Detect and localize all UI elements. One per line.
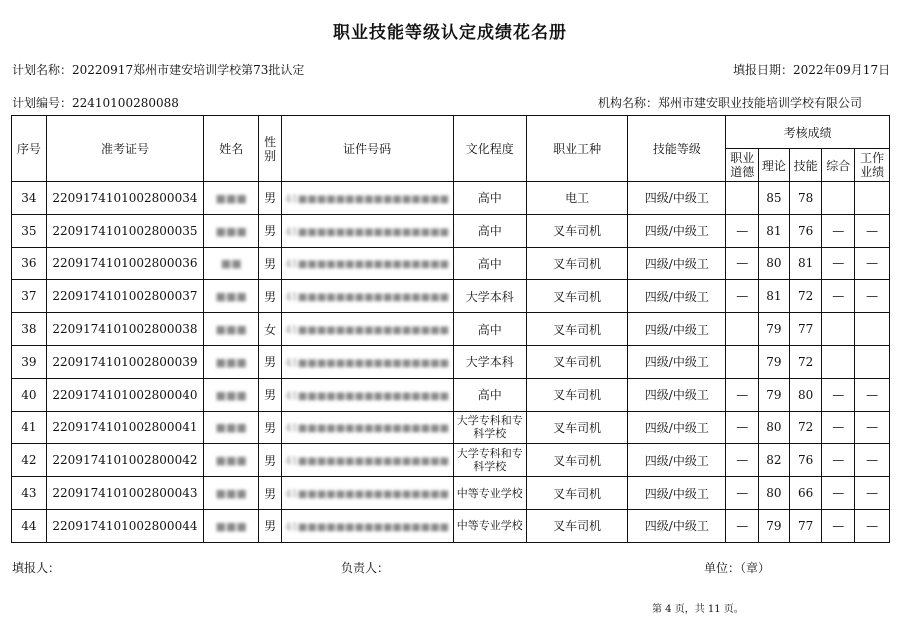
cell-education: 大学专科和专科学校 xyxy=(453,411,527,444)
cell-overall: — xyxy=(822,214,855,247)
cell-name xyxy=(204,378,259,411)
header-id-no: 证件号码 xyxy=(281,116,453,182)
cell-id-no-redacted: 41■■■■■■■■■■■■■■■■ xyxy=(285,489,450,501)
cell-gender: 女 xyxy=(259,313,281,346)
cell-exam-no: 2209174101002800044 xyxy=(46,509,203,542)
cell-performance: — xyxy=(855,378,890,411)
header-occupation: 职业工种 xyxy=(527,116,628,182)
cell-name-redacted: ■■■ xyxy=(215,487,247,501)
header-gender: 性别 xyxy=(259,116,281,182)
footer-responsible: 负责人： xyxy=(341,561,390,575)
cell-id-no xyxy=(281,378,453,411)
cell-id-no-redacted: 41■■■■■■■■■■■■■■■■ xyxy=(285,325,450,337)
cell-ethics: — xyxy=(726,444,759,477)
cell-id-no xyxy=(281,280,453,313)
cell-skill-level: 四级/中级工 xyxy=(628,313,726,346)
plan-name: 计划名称：20220917郑州市建安培训学校第73批认定 xyxy=(12,63,305,77)
cell-gender: 男 xyxy=(259,182,281,215)
header-scores: 考核成绩 xyxy=(726,116,890,149)
cell-education: 高中 xyxy=(453,214,527,247)
score-roster-table xyxy=(11,115,890,543)
cell-gender: 男 xyxy=(259,280,281,313)
cell-ethics: — xyxy=(726,378,759,411)
cell-occupation: 叉车司机 xyxy=(527,477,628,510)
cell-seq: 39 xyxy=(12,345,47,378)
cell-education: 大学专科和专科学校 xyxy=(453,444,527,477)
header-exam-no: 准考证号 xyxy=(46,116,203,182)
cell-name xyxy=(204,345,259,378)
cell-gender: 男 xyxy=(259,214,281,247)
cell-ethics: — xyxy=(726,509,759,542)
cell-ethics xyxy=(726,345,759,378)
cell-id-no-redacted: 41■■■■■■■■■■■■■■■■ xyxy=(285,259,450,271)
footer-reporter: 填报人： xyxy=(12,561,61,575)
cell-skill: 77 xyxy=(789,509,822,542)
table-row xyxy=(12,411,890,444)
fill-date: 填报日期：2022年09月17日 xyxy=(733,63,891,77)
cell-name xyxy=(204,247,259,280)
cell-overall: — xyxy=(822,378,855,411)
cell-theory: 79 xyxy=(759,378,790,411)
cell-occupation: 叉车司机 xyxy=(527,313,628,346)
cell-seq: 34 xyxy=(12,182,47,215)
header-theory: 理论 xyxy=(759,149,790,182)
cell-exam-no: 2209174101002800039 xyxy=(46,345,203,378)
cell-id-no-redacted: 41■■■■■■■■■■■■■■■■ xyxy=(285,357,450,369)
cell-ethics: — xyxy=(726,247,759,280)
cell-ethics: — xyxy=(726,411,759,444)
cell-theory: 80 xyxy=(759,247,790,280)
cell-id-no-redacted: 41■■■■■■■■■■■■■■■■ xyxy=(285,456,450,468)
cell-name-redacted: ■■■ xyxy=(215,191,247,205)
cell-education: 高中 xyxy=(453,247,527,280)
cell-name-redacted: ■■■ xyxy=(215,454,247,468)
cell-skill-level: 四级/中级工 xyxy=(628,182,726,215)
cell-name-redacted: ■■■ xyxy=(215,323,247,337)
cell-id-no-redacted: 41■■■■■■■■■■■■■■■■ xyxy=(285,193,450,205)
cell-ethics: — xyxy=(726,214,759,247)
cell-gender: 男 xyxy=(259,509,281,542)
header-name: 姓名 xyxy=(204,116,259,182)
cell-name-redacted: ■■■ xyxy=(215,355,247,369)
cell-occupation: 叉车司机 xyxy=(527,214,628,247)
header-education: 文化程度 xyxy=(453,116,527,182)
cell-skill-level: 四级/中级工 xyxy=(628,214,726,247)
cell-overall xyxy=(822,313,855,346)
cell-exam-no: 2209174101002800040 xyxy=(46,378,203,411)
cell-name xyxy=(204,313,259,346)
cell-overall xyxy=(822,182,855,215)
page-number: 第 4 页，共 11 页。 xyxy=(652,604,744,615)
cell-id-no-redacted: 41■■■■■■■■■■■■■■■■ xyxy=(285,292,450,304)
header-ethics: 职业道德 xyxy=(726,149,759,182)
cell-education: 中等专业学校 xyxy=(453,477,527,510)
cell-skill-level: 四级/中级工 xyxy=(628,477,726,510)
cell-performance: — xyxy=(855,280,890,313)
cell-exam-no: 2209174101002800043 xyxy=(46,477,203,510)
table-row xyxy=(12,477,890,510)
cell-performance xyxy=(855,345,890,378)
cell-gender: 男 xyxy=(259,444,281,477)
cell-name xyxy=(204,444,259,477)
cell-exam-no: 2209174101002800036 xyxy=(46,247,203,280)
plan-code: 计划编号：22410100280088 xyxy=(12,96,179,110)
cell-id-no-redacted: 41■■■■■■■■■■■■■■■■ xyxy=(285,226,450,238)
cell-skill-level: 四级/中级工 xyxy=(628,247,726,280)
cell-id-no xyxy=(281,313,453,346)
cell-performance xyxy=(855,313,890,346)
cell-name-redacted: ■■■ xyxy=(215,388,247,402)
cell-name-redacted: ■■■ xyxy=(215,519,247,533)
cell-skill-level: 四级/中级工 xyxy=(628,444,726,477)
cell-skill: 76 xyxy=(789,214,822,247)
cell-id-no xyxy=(281,247,453,280)
cell-performance: — xyxy=(855,444,890,477)
cell-name-redacted: ■■■ xyxy=(215,290,247,304)
table-row xyxy=(12,345,890,378)
cell-exam-no: 2209174101002800042 xyxy=(46,444,203,477)
cell-theory: 79 xyxy=(759,509,790,542)
table-row xyxy=(12,182,890,215)
cell-education: 中等专业学校 xyxy=(453,509,527,542)
cell-seq: 44 xyxy=(12,509,47,542)
cell-seq: 40 xyxy=(12,378,47,411)
cell-education: 大学本科 xyxy=(453,345,527,378)
cell-gender: 男 xyxy=(259,477,281,510)
cell-skill: 66 xyxy=(789,477,822,510)
cell-skill: 72 xyxy=(789,280,822,313)
table-row xyxy=(12,444,890,477)
table-row xyxy=(12,509,890,542)
cell-occupation: 叉车司机 xyxy=(527,247,628,280)
cell-seq: 38 xyxy=(12,313,47,346)
cell-name xyxy=(204,509,259,542)
cell-ethics xyxy=(726,182,759,215)
cell-education: 大学本科 xyxy=(453,280,527,313)
cell-performance xyxy=(855,182,890,215)
table-row xyxy=(12,247,890,280)
cell-seq: 36 xyxy=(12,247,47,280)
cell-id-no xyxy=(281,444,453,477)
cell-id-no xyxy=(281,477,453,510)
cell-seq: 37 xyxy=(12,280,47,313)
cell-theory: 82 xyxy=(759,444,790,477)
cell-overall: — xyxy=(822,411,855,444)
page-title: 职业技能等级认定成绩花名册 xyxy=(333,23,567,43)
cell-theory: 79 xyxy=(759,313,790,346)
cell-name-redacted: ■■ xyxy=(220,257,242,271)
cell-overall: — xyxy=(822,247,855,280)
cell-exam-no: 2209174101002800038 xyxy=(46,313,203,346)
cell-skill-level: 四级/中级工 xyxy=(628,280,726,313)
cell-ethics xyxy=(726,313,759,346)
cell-skill: 80 xyxy=(789,378,822,411)
cell-overall: — xyxy=(822,280,855,313)
cell-education: 高中 xyxy=(453,378,527,411)
cell-performance: — xyxy=(855,411,890,444)
cell-theory: 79 xyxy=(759,345,790,378)
cell-occupation: 叉车司机 xyxy=(527,280,628,313)
cell-ethics: — xyxy=(726,477,759,510)
cell-performance: — xyxy=(855,247,890,280)
cell-id-no-redacted: 41■■■■■■■■■■■■■■■■ xyxy=(285,390,450,402)
cell-theory: 80 xyxy=(759,411,790,444)
cell-skill: 72 xyxy=(789,411,822,444)
cell-skill: 77 xyxy=(789,313,822,346)
cell-ethics: — xyxy=(726,280,759,313)
cell-occupation: 叉车司机 xyxy=(527,378,628,411)
cell-occupation: 叉车司机 xyxy=(527,345,628,378)
cell-theory: 81 xyxy=(759,280,790,313)
header-seq: 序号 xyxy=(12,116,47,182)
cell-seq: 41 xyxy=(12,411,47,444)
table-body xyxy=(12,182,890,543)
cell-occupation: 叉车司机 xyxy=(527,509,628,542)
cell-id-no-redacted: 41■■■■■■■■■■■■■■■■ xyxy=(285,521,450,533)
cell-name-redacted: ■■■ xyxy=(215,224,247,238)
cell-exam-no: 2209174101002800041 xyxy=(46,411,203,444)
cell-skill-level: 四级/中级工 xyxy=(628,509,726,542)
cell-performance: — xyxy=(855,509,890,542)
cell-skill-level: 四级/中级工 xyxy=(628,345,726,378)
cell-theory: 81 xyxy=(759,214,790,247)
cell-occupation: 电工 xyxy=(527,182,628,215)
cell-name xyxy=(204,280,259,313)
cell-theory: 80 xyxy=(759,477,790,510)
cell-gender: 男 xyxy=(259,378,281,411)
cell-exam-no: 2209174101002800037 xyxy=(46,280,203,313)
cell-gender: 男 xyxy=(259,247,281,280)
cell-exam-no: 2209174101002800035 xyxy=(46,214,203,247)
cell-seq: 35 xyxy=(12,214,47,247)
cell-education: 高中 xyxy=(453,313,527,346)
cell-education: 高中 xyxy=(453,182,527,215)
cell-skill-level: 四级/中级工 xyxy=(628,378,726,411)
cell-name xyxy=(204,477,259,510)
cell-name-redacted: ■■■ xyxy=(215,421,247,435)
footer-unit: 单位：（章） xyxy=(704,561,771,575)
table-row xyxy=(12,313,890,346)
table-row xyxy=(12,214,890,247)
table-row xyxy=(12,378,890,411)
table-header xyxy=(12,116,890,182)
cell-id-no xyxy=(281,345,453,378)
cell-id-no xyxy=(281,214,453,247)
cell-name xyxy=(204,411,259,444)
cell-id-no xyxy=(281,509,453,542)
table-row xyxy=(12,280,890,313)
cell-exam-no: 220917410100280003​4 xyxy=(46,182,203,215)
cell-id-no xyxy=(281,182,453,215)
header-skill-level: 技能等级 xyxy=(628,116,726,182)
cell-skill: 78 xyxy=(789,182,822,215)
cell-id-no-redacted: 41■■■■■■■■■■■■■■■■ xyxy=(285,423,450,435)
cell-skill: 81 xyxy=(789,247,822,280)
cell-overall: — xyxy=(822,477,855,510)
cell-gender: 男 xyxy=(259,345,281,378)
header-performance: 工作业绩 xyxy=(855,149,890,182)
cell-seq: 43 xyxy=(12,477,47,510)
institution-name: 机构名称：郑州市建安职业技能培训学校有限公司 xyxy=(598,96,863,110)
cell-performance: — xyxy=(855,477,890,510)
header-skill: 技能 xyxy=(789,149,822,182)
cell-overall: — xyxy=(822,509,855,542)
cell-theory: 85 xyxy=(759,182,790,215)
cell-id-no xyxy=(281,411,453,444)
cell-skill-level: 四级/中级工 xyxy=(628,411,726,444)
cell-performance: — xyxy=(855,214,890,247)
cell-occupation: 叉车司机 xyxy=(527,411,628,444)
cell-name xyxy=(204,182,259,215)
cell-occupation: 叉车司机 xyxy=(527,444,628,477)
cell-gender: 男 xyxy=(259,411,281,444)
cell-overall: — xyxy=(822,444,855,477)
cell-name xyxy=(204,214,259,247)
header-overall: 综合 xyxy=(822,149,855,182)
cell-overall xyxy=(822,345,855,378)
cell-skill: 76 xyxy=(789,444,822,477)
cell-skill: 72 xyxy=(789,345,822,378)
cell-seq: 42 xyxy=(12,444,47,477)
